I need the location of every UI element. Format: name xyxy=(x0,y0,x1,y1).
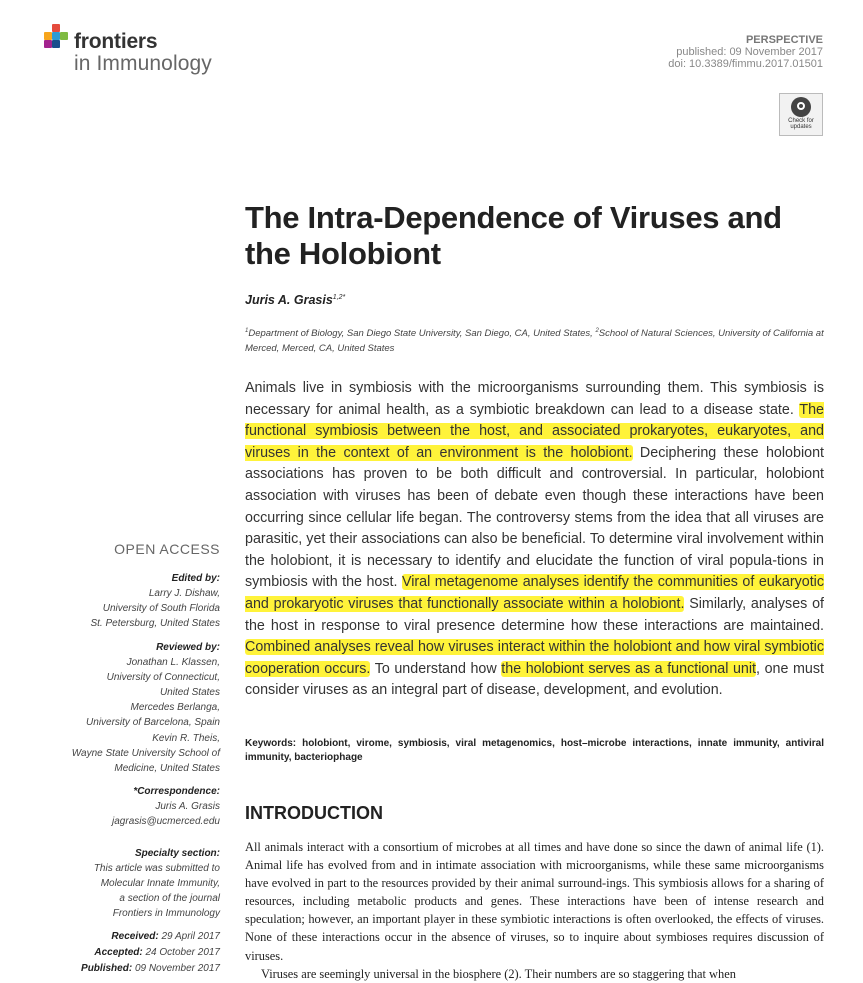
intro-paragraph-2: Viruses are seemingly universal in the biosphere (2). Their numbers are so staggering that when xyxy=(261,966,736,981)
affil-text-2: School of Natural Sciences, University of California at Merced, Merced, CA, United States xyxy=(245,328,824,355)
specialty-section-label: Specialty section: xyxy=(134,847,220,859)
editor-line: University of South Florida xyxy=(102,603,220,615)
journal-logo[interactable] xyxy=(44,22,244,78)
author-name: Juris A. Grasis xyxy=(245,293,333,307)
author-line[interactable] xyxy=(245,293,345,307)
journal-brand: frontiers xyxy=(74,30,158,53)
received-label: Received: xyxy=(111,931,159,943)
reviewer-line: Wayne State University School of xyxy=(71,747,220,759)
reviewer-line: United States xyxy=(159,687,220,699)
affiliations xyxy=(245,324,830,356)
intro-paragraph-1: All animals interact with a consortium of microbes at all times and have done so since the dawn of animal life (1). Animal life has evolved from and in intimate association with microorganisms, while these same microorganisms have evolved in part to the resources provided by their animal surround-ings. This symbiosis allows for a sharing of resources, including metabolic products and genes. These interactions have been of intense research and speculation; however, an important player in these symbiotic interactions is often overlooked, the effects of viruses. None of these interactions occur in the absence of viruses, so to inquire about symbioses requires discussion of viruses. xyxy=(245,840,824,963)
affil-sup-2: 2 xyxy=(595,328,599,334)
abstract-segment: Deciphering these holobiont associations has proven to be both difficult and controversial. In particular, holobiont association with viruses has been of debate even though these interactions have been occurring since cellular life began. The controversy stems from the idea that all viruses are parasitic, yet their associations can also be beneficial. To determine viral involvement within the holobiont, it is necessary to identify and elucidate the function of viral popula-tions in symbiosis with the host. xyxy=(245,444,824,591)
abstract-highlight: The functional symbiosis between the host, and associated prokaryotes, eukaryotes, and viruses in the context of an environment is the holobiont. xyxy=(245,401,824,461)
abstract-segment: Similarly, analyses of the host in response to viral presence determine how these interactions are maintained. xyxy=(245,595,824,634)
accepted-date xyxy=(40,945,220,961)
abstract-highlight: Viral metagenome analyses identify the communities of eukaryotic and prokaryotic viruses that functionally associate within a holobiont. xyxy=(245,574,824,612)
introduction-body xyxy=(245,838,824,983)
published-date: published: 09 November 2017 xyxy=(676,46,823,58)
reviewer-line: Jonathan L. Klassen, xyxy=(126,656,220,668)
specialty-line: a section of the journal xyxy=(119,893,220,905)
open-access-label: OPEN ACCESS xyxy=(114,541,220,557)
abstract xyxy=(245,378,824,702)
frontiers-logo-icon xyxy=(44,24,72,54)
abstract-highlight: Combined analyses reveal how viruses interact within the holobiont and how viral symbiotic cooperation occurs. xyxy=(245,639,824,677)
received-value: 29 April 2017 xyxy=(161,931,220,943)
doi-link[interactable]: doi: 10.3389/fimmu.2017.01501 xyxy=(668,58,823,70)
affil-sup-1: 1 xyxy=(245,328,249,334)
accepted-value: 24 October 2017 xyxy=(145,947,220,959)
specialty-line: Frontiers in Immunology xyxy=(112,908,220,920)
reviewer-line: University of Barcelona, Spain xyxy=(86,717,220,729)
published-label: Published: xyxy=(81,963,133,975)
check-for-updates-button[interactable] xyxy=(779,93,823,136)
correspondence-label: *Correspondence: xyxy=(133,786,220,798)
check-updates-label: Check for updates xyxy=(788,118,814,130)
correspondence-name: Juris A. Grasis xyxy=(155,801,220,813)
article-header-meta xyxy=(668,34,823,70)
abstract-segment: Animals live in symbiosis with the microorganisms surrounding them. This symbiosis is necessary for animal health, as a symbiotic breakdown can lead to a disease state. xyxy=(245,380,824,418)
edited-by-label: Edited by: xyxy=(171,573,220,584)
reviewer-line: University of Connecticut, xyxy=(106,671,220,683)
article-title: The Intra-Dependence of Viruses and the Holobiont xyxy=(245,200,782,271)
reviewed-by-label: Reviewed by: xyxy=(156,641,220,653)
correspondence-email[interactable]: jagrasis@ucmerced.edu xyxy=(112,816,220,828)
reviewer-line: Medicine, United States xyxy=(114,763,220,775)
abstract-highlight: the holobiont serves as a functional unit xyxy=(501,660,757,677)
published-sidebar-date xyxy=(40,961,220,977)
author-superscript: 1,2* xyxy=(332,293,346,301)
affil-text-1: Department of Biology, San Diego State University, San Diego, CA, United States, xyxy=(248,328,596,340)
check-updates-icon xyxy=(791,97,811,117)
section-heading-introduction: INTRODUCTION xyxy=(245,803,383,823)
abstract-segment: To understand how xyxy=(370,660,502,677)
published-value: 09 November 2017 xyxy=(134,963,220,975)
journal-subtitle: in Immunology xyxy=(74,52,212,75)
specialty-line: This article was submitted to xyxy=(93,862,220,874)
received-date xyxy=(40,929,220,945)
reviewer-line: Mercedes Berlanga, xyxy=(130,702,220,714)
editor-line: Larry J. Dishaw, xyxy=(148,588,220,599)
accepted-label: Accepted: xyxy=(94,947,143,959)
keywords: Keywords: holobiont, virome, symbiosis, viral metagenomics, host–microbe interactions, innate immunity, antiviral immunity, bacteriophage xyxy=(245,738,824,763)
abstract-segment: , one must consider viruses as an integral part of disease, development, and evolution. xyxy=(245,660,824,699)
editor-line: St. Petersburg, United States xyxy=(90,618,220,630)
reviewer-line: Kevin R. Theis, xyxy=(152,732,220,744)
article-sidebar xyxy=(40,541,220,977)
specialty-line: Molecular Innate Immunity, xyxy=(100,877,220,889)
article-type: PERSPECTIVE xyxy=(745,34,823,46)
